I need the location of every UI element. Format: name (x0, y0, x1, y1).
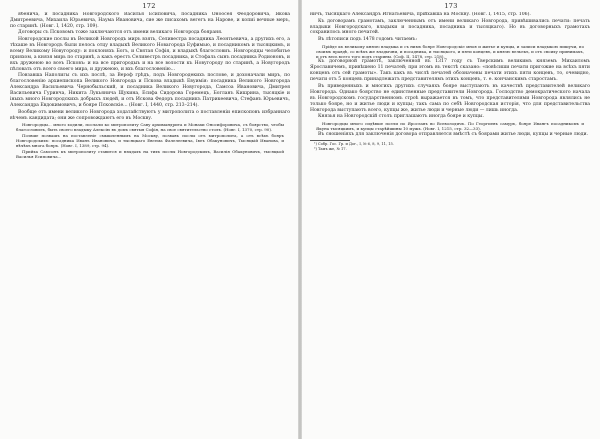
left-quote: Новгородцы... много ходили, послали ко митрополиту Саву архимандрита и Монахи Оносифоровича, съ боярство, чтобы благословилъ, быть своего владыку Алексію въ домъ святыя Софія, на свое святительство столъ. (Новг. I, 1370, стр. 90). (16, 122, 284, 133)
right-quote: Прійде къ великому князю владыка и съ нимъ бояре Новгородскіе мноя и житье и купцы, и записи владыкою пишучи, по своимъ правдѣ, со всѣхъ же владычни, и посадника, и тысяцкого, и пяти концевъ, и князю вельекъ, и отъ своиху принимахъ, и отъ весь всего того подъ старины. (Соф. II, 1478, стр. 218). (316, 43, 584, 59)
right-paragraph: ничъ, тысяцкаго Александръ Игнатьевича, прійхавша на Москву. (Новг. I, 1415, стр. 106). (310, 12, 531, 17)
right-paragraph: Въ лѣтописи подъ 1478 годомъ читаемъ: (318, 37, 418, 42)
right-page (302, 0, 600, 439)
left-paragraph: ябенича, и посадника Новгородского Василья Есиповича, посадника Оноосея Феодоровича, Якова Дмитреевича, Михаила Юрьевича, Наума Ивановича, сие же писахомъ вегегъ на Нарове, и копиі вечные меръ, по старинѣ. (Новг. I, 1420, стр. 109). (10, 12, 290, 29)
left-page-body (10, 12, 290, 435)
right-paragraph: Въ сношеніяхъ для заключенія договора отправляется вмѣстѣ съ боярами житье люди, купцы и черные люди. (318, 131, 588, 137)
right-paragraph: Князья на Новгородскій столъ приглашаютъ иногда бояре и купцы. (318, 114, 484, 120)
right-paragraph: Къ договорамъ грамотамъ, заключеннымъ отъ имени великаго Новгорода, привѣшивались печати: печать владыки Новгородскаго, владыки и посадника, посадника и тысяцкаго). Но въ договорныхъ грамотахъ сохранилось много печатей. (310, 18, 590, 36)
left-paragraph: Повзавша Наполигы съ ихъ послѣ, за Вероф грѣдъ, подъ Новгородекихъ послове, и дохоначали миръ, по благословенію архиепископа Великого Новгорода и Пскова владыкѣ Евуимія: посадника Великого Новгорода Александра Васильевича Чернобыльский, и посадника Великого Новугорода, Самсоа Ивановича, Дмитрея Васильевича Гуринча, Никита Лукьянича Щукина, Есифа Сидорова Горемецъ, Богланъ Кишрина, тысяцкіе и іныхъ много Новгородскихъ добрыхъ людей, и отъ Искова Федоръ посадникъ Патрикеевича, Стефанъ Юрьевичъ, Александра Евдокимовичъ, и бояре Псковскіе... (Новг. I, 1440, стр. 213–214). (10, 73, 290, 109)
footnotes (310, 142, 590, 151)
right-paragraph: Въ приведенныхъ и многихъ другихъ случаяхъ бояре выступаютъ въ качествѣ представителей великаго Новгорода. Однако боярство не единственные представители Новгорода. Господство демократического начала въ Новгородскомъ государственномъ строѣ выражается въ томъ, что представителями Новгорода являлись не только бояре, но и житье люди и купцы; такъ сама по себѣ Новгородская исторія, что для представительства Новгорода выступаютъ всего, купцы же, житье люди и черные люди — лишь иногда. (310, 83, 590, 113)
left-quote: Прийха Самсонъ къ митрополиту ставится и взыдахъ на тихъ послы Новгородскихъ, Василія Обакуновичъ, тысяцкой Василья Есиповича... (16, 148, 284, 159)
left-paragraph: Договоры съ Псковомъ тоже заключаются отъ имени великаго Новгорода бояраня. (18, 30, 223, 36)
left-quote: Позвше позвашъ на поставленіе смышленнымъ на Москву, позвавъ послы отъ митрополита, а отъ всѣхъ бояръ Новгородскихъ: посадника Иванъ Ивановича, и тысяцкаго Евеема Фалелеевича, Івеъ Обакуновичъ, Тысяцкій Иванова, и вѣчѣхъ многа бояръ. (Новг. I, 1389, стр. 94). (16, 132, 284, 149)
footnote: ¹) Собр. Гос. Гр. и Дог., I, № 6, 8, 9, 11, 15. (314, 142, 394, 147)
right-page-body (310, 12, 590, 435)
left-page (0, 0, 298, 439)
left-paragraph: Новгородские послы въ Великой Новгородъ миръ взять, Селивестра посадника Леонтьевича, а другихъ его, а тѣхаше въ Новгородъ были пелось отцу владыкѣ Великого Новагорода Еуфимью, и посадникомъ и тысяцкимъ, и всему Великому Новугороду: и поклоняхъ Богъ, и Святая Софія, и владыкѣ благословиъ. Новгородцы челобитье прияхом, а князя мирь по старинѣ, а какъ ерестъ Селивестръ посадника, и Стофаль сынъ посадника Родионовъ, и вхъ дружеюю во всеъ Псковъ: и на все пригородыъ и на все волости къ Новугороду по старинѣ, а Новугородъ пѣловать отъ всего своего мира, и дружеюю, и вхъ благословенію... (10, 37, 290, 72)
right-quote: Новгородцы много сидѣвше поели по Ярославъ во Всеволодичъ. По Георгиевъ самуръ, бояре Ивангъ посадникомъ и Якуна тысяцкимъ, и купцы старѣйшины 10 мужь. (Новг. I, 1215, стр. 32—33). (316, 120, 584, 131)
right-page-number: 173 (444, 2, 458, 10)
left-paragraph: Вообще отъ имени великого Новгорода ходатайствуютъ у митрополита о поставленіи епископовъ избраннаго вѣчемъ кандидата; они же сопровождаютъ его въ Москву. (10, 109, 290, 121)
footnote: ²) Тамъ же, № 17. (314, 147, 347, 152)
left-page-number: 172 (142, 2, 156, 10)
right-paragraph: Къ договорной грамотѣ, заключенной въ 1317 году съ Тверскимъ великимъ княземъ Михаиломъ Ярославичемъ, привѣшено 11 печатей; при этомъ въ текстѣ сказано: «повѣсиши печати пригожие на всѣхъ пяти концевъ отъ сей грамоты». Такъ какъ въ числѣ печатей обозначены печати этихъ пяти концевъ, то, очевидно, печати отъ 5 концевъ принадлежатъ представителямъ этихъ концевъ, т. е. кончанскимъ старостамъ. (310, 59, 590, 83)
footnote-rule (310, 140, 350, 141)
